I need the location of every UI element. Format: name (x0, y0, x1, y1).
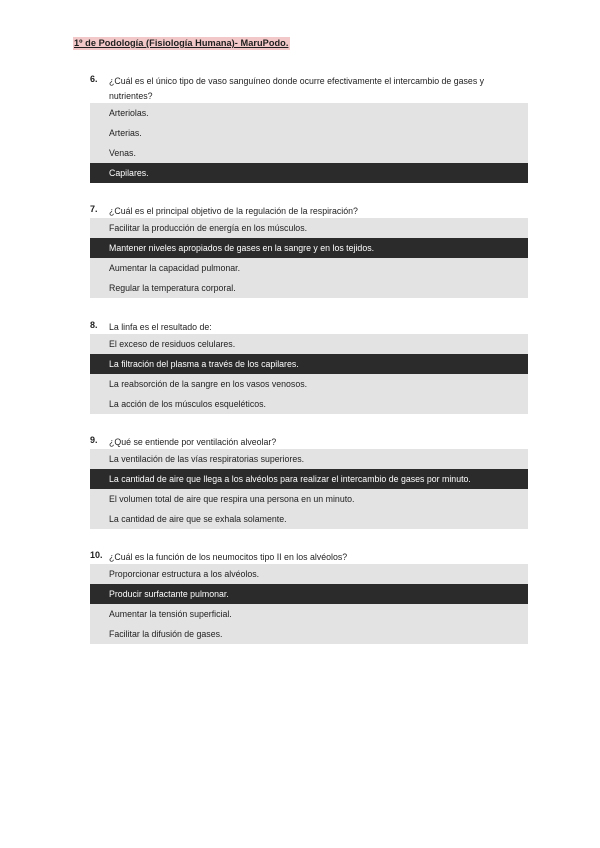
answer-option: Arterias. (109, 128, 142, 138)
answer-option: La acción de los músculos esqueléticos. (109, 399, 266, 409)
answer-option: La reabsorción de la sangre en los vasos venosos. (109, 379, 308, 389)
answer-option: Aumentar la tensión superficial. (109, 609, 232, 619)
answer-option: Venas. (109, 148, 136, 158)
answer-option: Regular la temperatura corporal. (109, 283, 236, 293)
question-number: 6. (90, 74, 98, 84)
correct-answer-option: Mantener niveles apropiados de gases en la sangre y en los tejidos. (90, 238, 528, 258)
question-number: 8. (90, 320, 98, 330)
question-text: ¿Cuál es la función de los neumocitos tipo II en los alvéolos? (109, 552, 348, 562)
answer-list (90, 334, 528, 414)
correct-answer-option: Capilares. (90, 163, 528, 183)
answer-option: Facilitar la difusión de gases. (109, 629, 223, 639)
answer-option: Facilitar la producción de energía en los músculos. (109, 223, 308, 233)
answer-list (90, 564, 528, 644)
question-text: ¿Qué se entiende por ventilación alveolar? (109, 437, 277, 447)
answer-list (90, 449, 528, 529)
correct-answer-option: La filtración del plasma a través de los capilares. (90, 354, 528, 374)
question-text: La linfa es el resultado de: (109, 322, 212, 332)
correct-answer-option: Producir surfactante pulmonar. (90, 584, 528, 604)
question-number: 9. (90, 435, 98, 445)
answer-option: Arteriolas. (109, 108, 149, 118)
answer-option: La ventilación de las vías respiratorias superiores. (109, 454, 305, 464)
answer-option: El volumen total de aire que respira una persona en un minuto. (109, 494, 355, 504)
answer-option: La cantidad de aire que se exhala solamente. (109, 514, 287, 524)
answer-list (90, 218, 528, 298)
page-title: 1º de Podología (Fisiología Humana)- MaruPodo. (74, 38, 289, 48)
correct-answer-option: La cantidad de aire que llega a los alvéolos para realizar el intercambio de gases por minuto. (90, 469, 528, 489)
answer-list (90, 103, 528, 183)
answer-option: Proporcionar estructura a los alvéolos. (109, 569, 260, 579)
question-text: ¿Cuál es el único tipo de vaso sanguíneo donde ocurre efectivamente el intercambio de gases y nutrientes? (109, 76, 485, 101)
question-text: ¿Cuál es el principal objetivo de la regulación de la respiración? (109, 206, 358, 216)
question-number: 10. (90, 550, 103, 560)
question-number: 7. (90, 204, 98, 214)
answer-option: Aumentar la capacidad pulmonar. (109, 263, 241, 273)
answer-option: El exceso de residuos celulares. (109, 339, 236, 349)
